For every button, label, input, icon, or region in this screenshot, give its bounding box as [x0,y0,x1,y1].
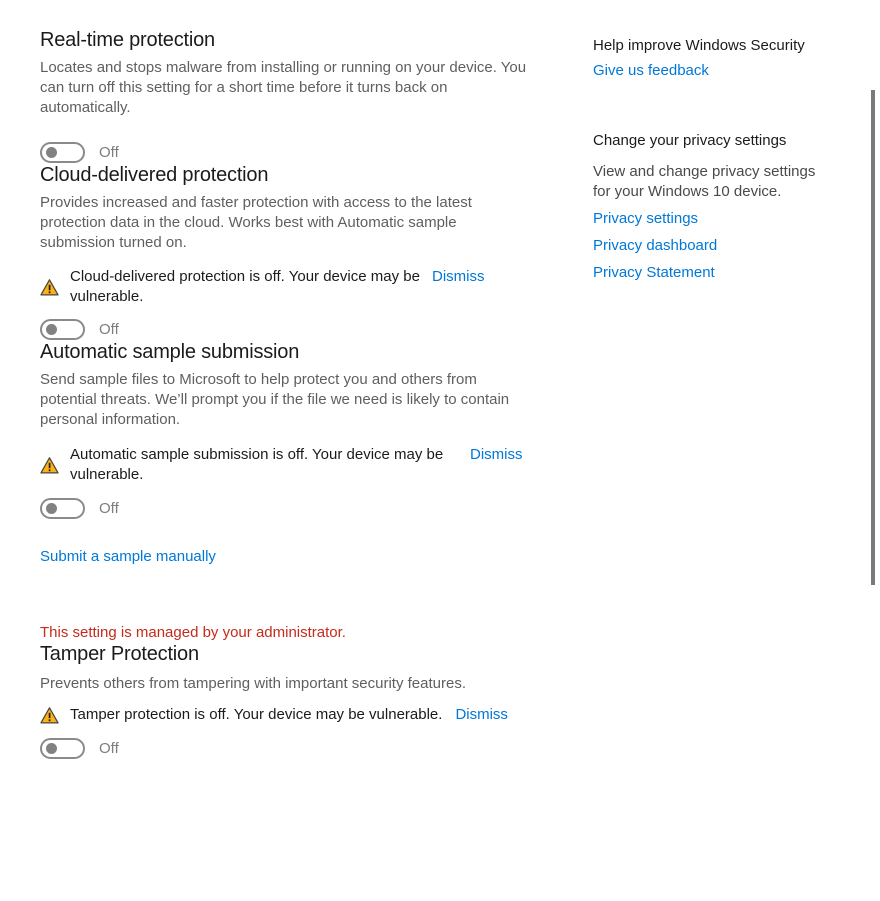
warning-icon [40,707,59,724]
sample-submission-warning [40,445,540,485]
section-automatic-sample-submission [40,340,540,566]
section-title-tamper-protection: Tamper Protection [40,643,199,665]
privacy-dashboard-link[interactable]: Privacy dashboard [593,237,718,254]
tamper-protection-toggle[interactable] [40,738,85,759]
warning-icon [40,279,59,296]
sidebar-privacy-title: Change your privacy settings [593,132,787,149]
warning-text: Tamper protection is off. Your device may be vulnerable. [70,706,443,723]
submit-sample-manually-link[interactable]: Submit a sample manually [40,548,216,565]
section-title-automatic-sample-submission: Automatic sample submission [40,341,300,363]
cloud-protection-warning [40,267,540,307]
automatic-sample-submission-toggle[interactable] [40,498,85,519]
sidebar-help-title: Help improve Windows Security [593,37,805,54]
section-title-cloud-delivered-protection: Cloud-delivered protection [40,164,269,186]
section-realtime-protection [40,28,540,163]
dismiss-link[interactable]: Dismiss [455,706,508,723]
toggle-knob [46,324,57,335]
toggle-knob [46,147,57,158]
sidebar-privacy-description: View and change privacy settings for your Windows 10 device. [593,163,816,200]
realtime-protection-toggle[interactable] [40,142,85,163]
toggle-state-label: Off [99,500,119,517]
warning-icon [40,457,59,474]
give-feedback-link[interactable]: Give us feedback [593,62,709,79]
dismiss-link[interactable]: Dismiss [470,446,523,463]
toggle-knob [46,743,57,754]
toggle-state-label: Off [99,144,119,161]
privacy-settings-link[interactable]: Privacy settings [593,210,699,227]
admin-managed-notice: This setting is managed by your administrator. [40,624,346,641]
settings-main-column [40,28,540,759]
section-description: Prevents others from tampering with important security features. [40,675,467,692]
toggle-state-label: Off [99,321,119,338]
section-description: Send sample files to Microsoft to help protect you and others from potential threats. We’ll prompt you if the file we need is likely to contain personal information. [40,371,510,428]
toggle-knob [46,503,57,514]
cloud-delivered-protection-toggle[interactable] [40,319,85,340]
section-title-realtime-protection: Real-time protection [40,29,215,51]
tamper-protection-warning [40,705,540,725]
dismiss-link[interactable]: Dismiss [432,268,485,285]
vertical-scrollbar[interactable] [871,90,875,585]
help-sidebar [593,36,843,282]
warning-text: Automatic sample submission is off. Your device may be vulnerable. [70,446,444,483]
privacy-statement-link[interactable]: Privacy Statement [593,264,715,281]
section-tamper-protection [40,624,540,759]
section-cloud-delivered-protection [40,163,540,340]
section-description: Provides increased and faster protection with access to the latest protection data in the cloud. Works best with Automatic sample submission turned on. [40,194,472,251]
warning-text: Cloud-delivered protection is off. Your device may be vulnerable. [70,268,420,305]
toggle-state-label: Off [99,740,119,757]
section-description: Locates and stops malware from installing or running on your device. You can turn off this setting for a short time before it turns back on automatically. [40,59,527,116]
